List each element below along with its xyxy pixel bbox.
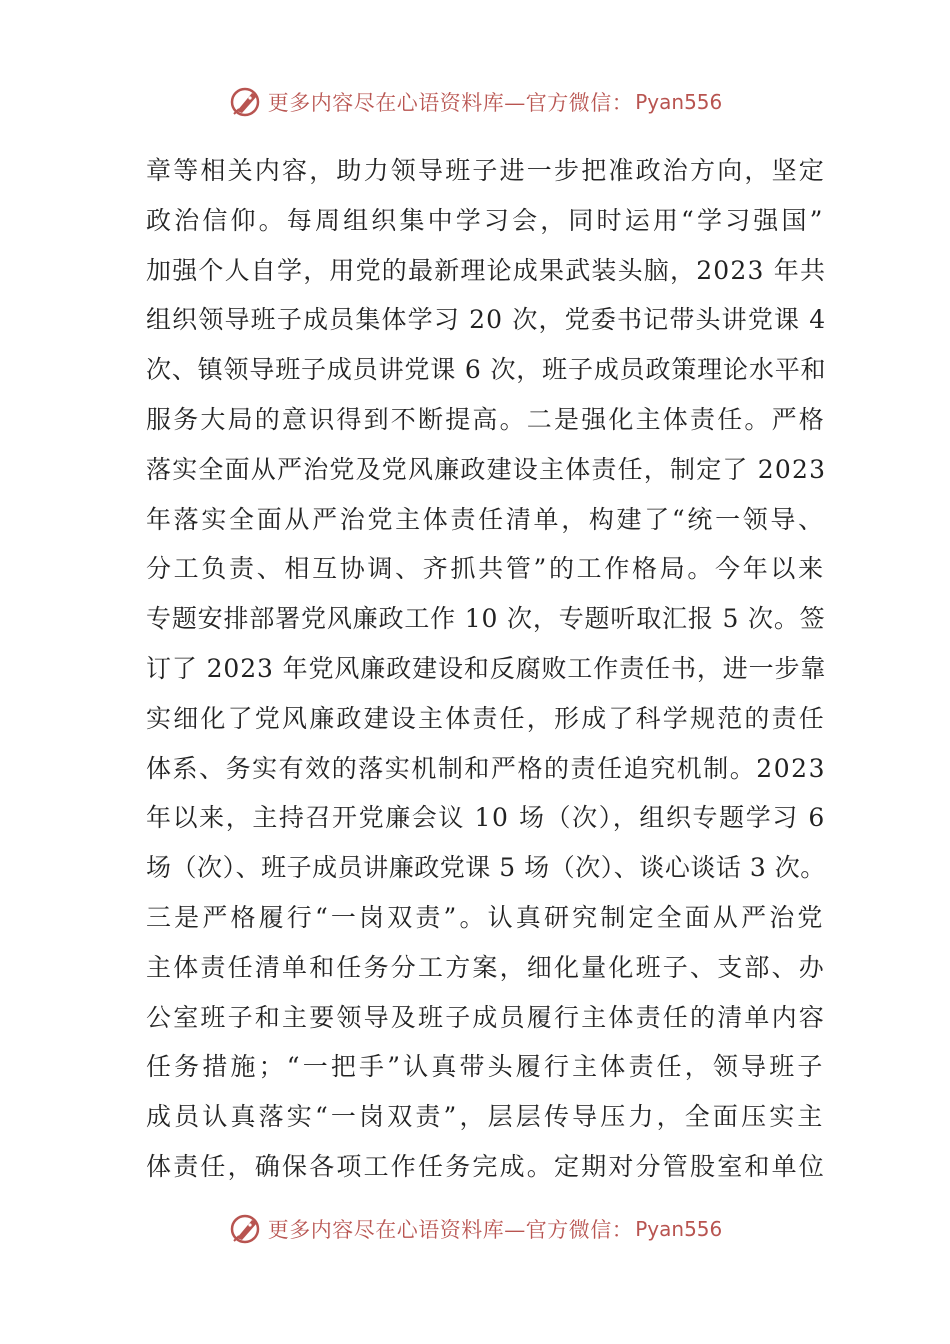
header-wechat-id: Pyan556 bbox=[635, 90, 723, 114]
paragraph-line: 政治信仰。每周组织集中学习会，同时运用“学习强国” bbox=[146, 205, 826, 235]
footer-banner bbox=[0, 1207, 950, 1251]
paragraph-line: 服务大局的意识得到不断提高。二是强化主体责任。严格 bbox=[146, 404, 827, 434]
paragraph-line: 主体责任清单和任务分工方案，细化量化班子、支部、办 bbox=[146, 952, 827, 982]
footer-wechat-id: Pyan556 bbox=[635, 1217, 723, 1241]
paragraph-line: 场（次）、班子成员讲廉政党课 5 场（次）、谈心谈话 3 次。 bbox=[146, 853, 826, 883]
pen-nib-circle-icon bbox=[228, 1211, 264, 1247]
paragraph-line: 专题安排部署党风廉政工作 10 次，专题听取汇报 5 次。签 bbox=[146, 604, 826, 634]
paragraph-line: 分工负责、相互协调、齐抓共管”的工作格局。今年以来 bbox=[146, 554, 826, 584]
header-text: 更多内容尽在心语资料库—官方微信： bbox=[267, 91, 634, 115]
paragraph-line: 体责任，确保各项工作任务完成。定期对分管股室和单位 bbox=[146, 1151, 827, 1181]
paragraph-line: 次、镇领导班子成员讲党课 6 次，班子成员政策理论水平和 bbox=[146, 355, 827, 385]
paragraph-line: 三是严格履行“一岗双责”。认真研究制定全面从严治党 bbox=[146, 902, 826, 932]
header-banner bbox=[0, 80, 950, 124]
paragraph-line: 组织领导班子成员集体学习 20 次，党委书记带头讲党课 4 bbox=[146, 305, 827, 335]
pen-nib-circle-icon bbox=[228, 84, 264, 120]
paragraph-line: 订了 2023 年党风廉政建设和反腐败工作责任书，进一步靠 bbox=[146, 653, 827, 683]
paragraph-line: 公室班子和主要领导及班子成员履行主体责任的清单内容 bbox=[146, 1002, 827, 1032]
paragraph-line: 实细化了党风廉政建设主体责任，形成了科学规范的责任 bbox=[146, 703, 827, 733]
paragraph-line: 落实全面从严治党及党风廉政建设主体责任，制定了 2023 bbox=[146, 454, 827, 484]
paragraph-line: 年以来，主持召开党廉会议 10 场（次），组织专题学习 6 bbox=[146, 803, 826, 833]
paragraph-line: 成员认真落实“一岗双责”，层层传导压力，全面压实主 bbox=[146, 1102, 826, 1132]
document-body bbox=[146, 146, 826, 1192]
footer-text: 更多内容尽在心语资料库—官方微信： bbox=[267, 1218, 634, 1242]
paragraph-line: 年落实全面从严治党主体责任清单，构建了“统一领导、 bbox=[146, 504, 826, 534]
paragraph-line: 体系、务实有效的落实机制和严格的责任追究机制。2023 bbox=[146, 753, 827, 783]
paragraph-line: 章等相关内容，助力领导班子进一步把准政治方向，坚定 bbox=[146, 156, 827, 185]
paragraph-line: 任务措施；“一把手”认真带头履行主体责任，领导班子 bbox=[146, 1052, 826, 1082]
paragraph-line: 加强个人自学，用党的最新理论成果武装头脑，2023 年共 bbox=[146, 255, 827, 285]
